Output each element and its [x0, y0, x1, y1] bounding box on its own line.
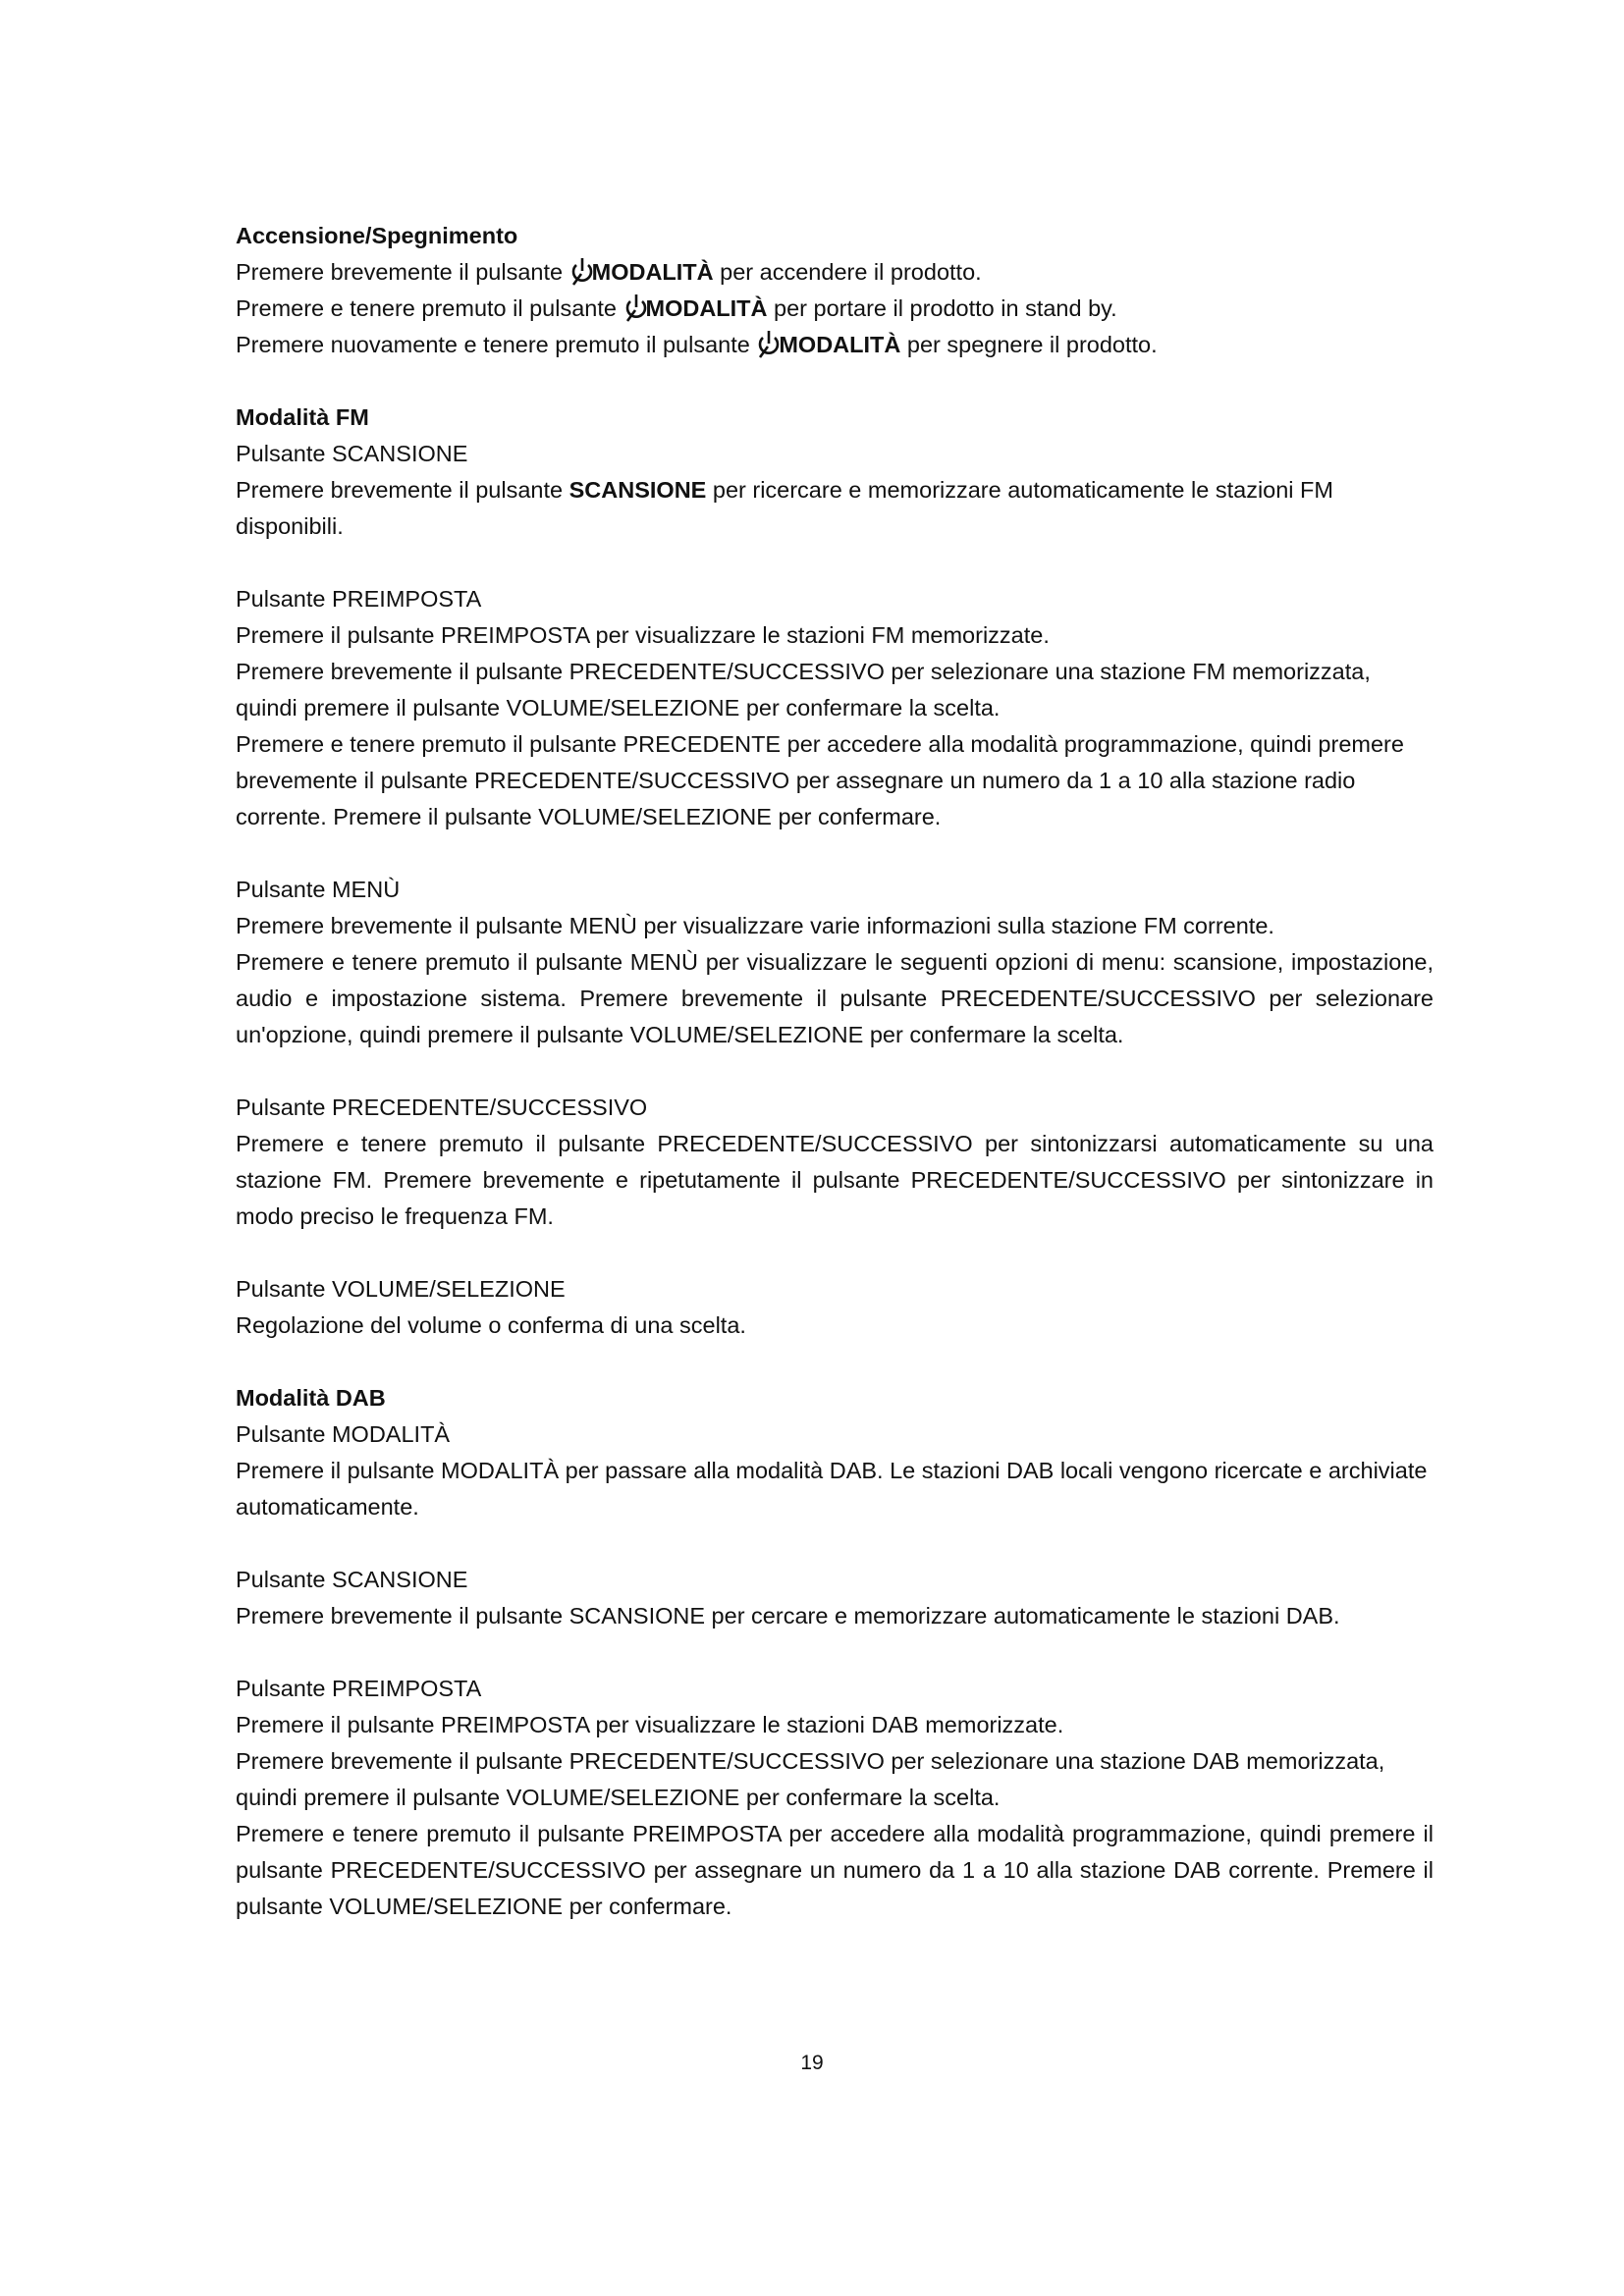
power-line-1: Premere brevemente il pulsante MODALITÀ per accendere il prodotto. [236, 254, 1434, 291]
power-line-2: Premere e tenere premuto il pulsante MODALITÀ per portare il prodotto in stand by. [236, 291, 1434, 327]
fm-preset-p2: Premere brevemente il pulsante PRECEDENTE/SUCCESSIVO per selezionare una stazione FM memorizzata, quindi premere il pulsante VOLUME/SELEZIONE per confermare la scelta. [236, 659, 1371, 721]
fm-preset-label: Pulsante PREIMPOSTA [236, 586, 482, 612]
dab-preset-p3: Premere e tenere premuto il pulsante PREIMPOSTA per accedere alla modalità programmazione, quindi premere il pulsante PRECEDENTE/SUCCESSIVO per assegnare un numero da 1 a 10 alla stazione DAB corrente. Premere il pulsante VOLUME/SELEZIONE per confermare. [236, 1821, 1434, 1919]
dab-mode-p1: Premere il pulsante MODALITÀ per passare alla modalità DAB. Le stazioni DAB locali vengono ricercate e archiviate automaticamente. [236, 1458, 1428, 1520]
fm-volume-p1: Regolazione del volume o conferma di una scelta. [236, 1312, 746, 1338]
dab-mode-label: Pulsante MODALITÀ [236, 1421, 451, 1447]
heading-fm-mode: Modalità FM [236, 404, 369, 430]
fm-prevnext-label: Pulsante PRECEDENTE/SUCCESSIVO [236, 1095, 648, 1120]
heading-dab-mode: Modalità DAB [236, 1385, 386, 1411]
dab-preset-label: Pulsante PREIMPOSTA [236, 1676, 482, 1701]
fm-preset-p3: Premere e tenere premuto il pulsante PRECEDENTE per accedere alla modalità programmazione, quindi premere brevemente il pulsante PRECEDENTE/SUCCESSIVO per assegnare un numero da 1 a 10 alla stazione radio corrente. Premere il pulsante VOLUME/SELEZIONE per confermare. [236, 731, 1404, 829]
fm-menu-p1: Premere brevemente il pulsante MENÙ per visualizzare varie informazioni sulla stazione FM corrente. [236, 913, 1274, 938]
fm-menu-label: Pulsante MENÙ [236, 877, 401, 902]
fm-volume-label: Pulsante VOLUME/SELEZIONE [236, 1276, 566, 1302]
heading-power: Accensione/Spegnimento [236, 223, 518, 248]
mode-button-label: MODALITÀ [779, 332, 901, 357]
mode-button-label: MODALITÀ [591, 259, 714, 285]
power-line-3: Premere nuovamente e tenere premuto il pulsante MODALITÀ per spegnere il prodotto. [236, 327, 1434, 363]
dab-preset-p1: Premere il pulsante PREIMPOSTA per visualizzare le stazioni DAB memorizzate. [236, 1712, 1064, 1737]
fm-prevnext-p1: Premere e tenere premuto il pulsante PRECEDENTE/SUCCESSIVO per sintonizzarsi automaticamente su una stazione FM. Premere brevemente e ripetutamente il pulsante PRECEDENTE/SUCCESSIVO per sintonizzare in modo preciso le frequenza FM. [236, 1131, 1434, 1229]
document-page [236, 218, 1434, 1925]
dab-preset-p2: Premere brevemente il pulsante PRECEDENTE/SUCCESSIVO per selezionare una stazione DAB memorizzata, quindi premere il pulsante VOLUME/SELEZIONE per confermare la scelta. [236, 1748, 1385, 1810]
fm-scan-text: Premere brevemente il pulsante SCANSIONE per ricercare e memorizzare automaticamente le stazioni FM disponibili. [236, 477, 1333, 539]
fm-preset-p1: Premere il pulsante PREIMPOSTA per visualizzare le stazioni FM memorizzate. [236, 622, 1050, 648]
fm-menu-p2: Premere e tenere premuto il pulsante MENÙ per visualizzare le seguenti opzioni di menu: scansione, impostazione, audio e impostazione sistema. Premere brevemente il pulsante PRECEDENTE/SUCCESSIVO per selezionare un'opzione, quindi premere il pulsante VOLUME/SELEZIONE per confermare la scelta. [236, 949, 1434, 1047]
mode-button-label: MODALITÀ [645, 295, 768, 321]
dab-scan-p1: Premere brevemente il pulsante SCANSIONE per cercare e memorizzare automaticamente le stazioni DAB. [236, 1603, 1340, 1629]
page-number: 19 [800, 2052, 824, 2074]
dab-scan-label: Pulsante SCANSIONE [236, 1567, 468, 1592]
fm-scan-label: Pulsante SCANSIONE [236, 441, 468, 466]
